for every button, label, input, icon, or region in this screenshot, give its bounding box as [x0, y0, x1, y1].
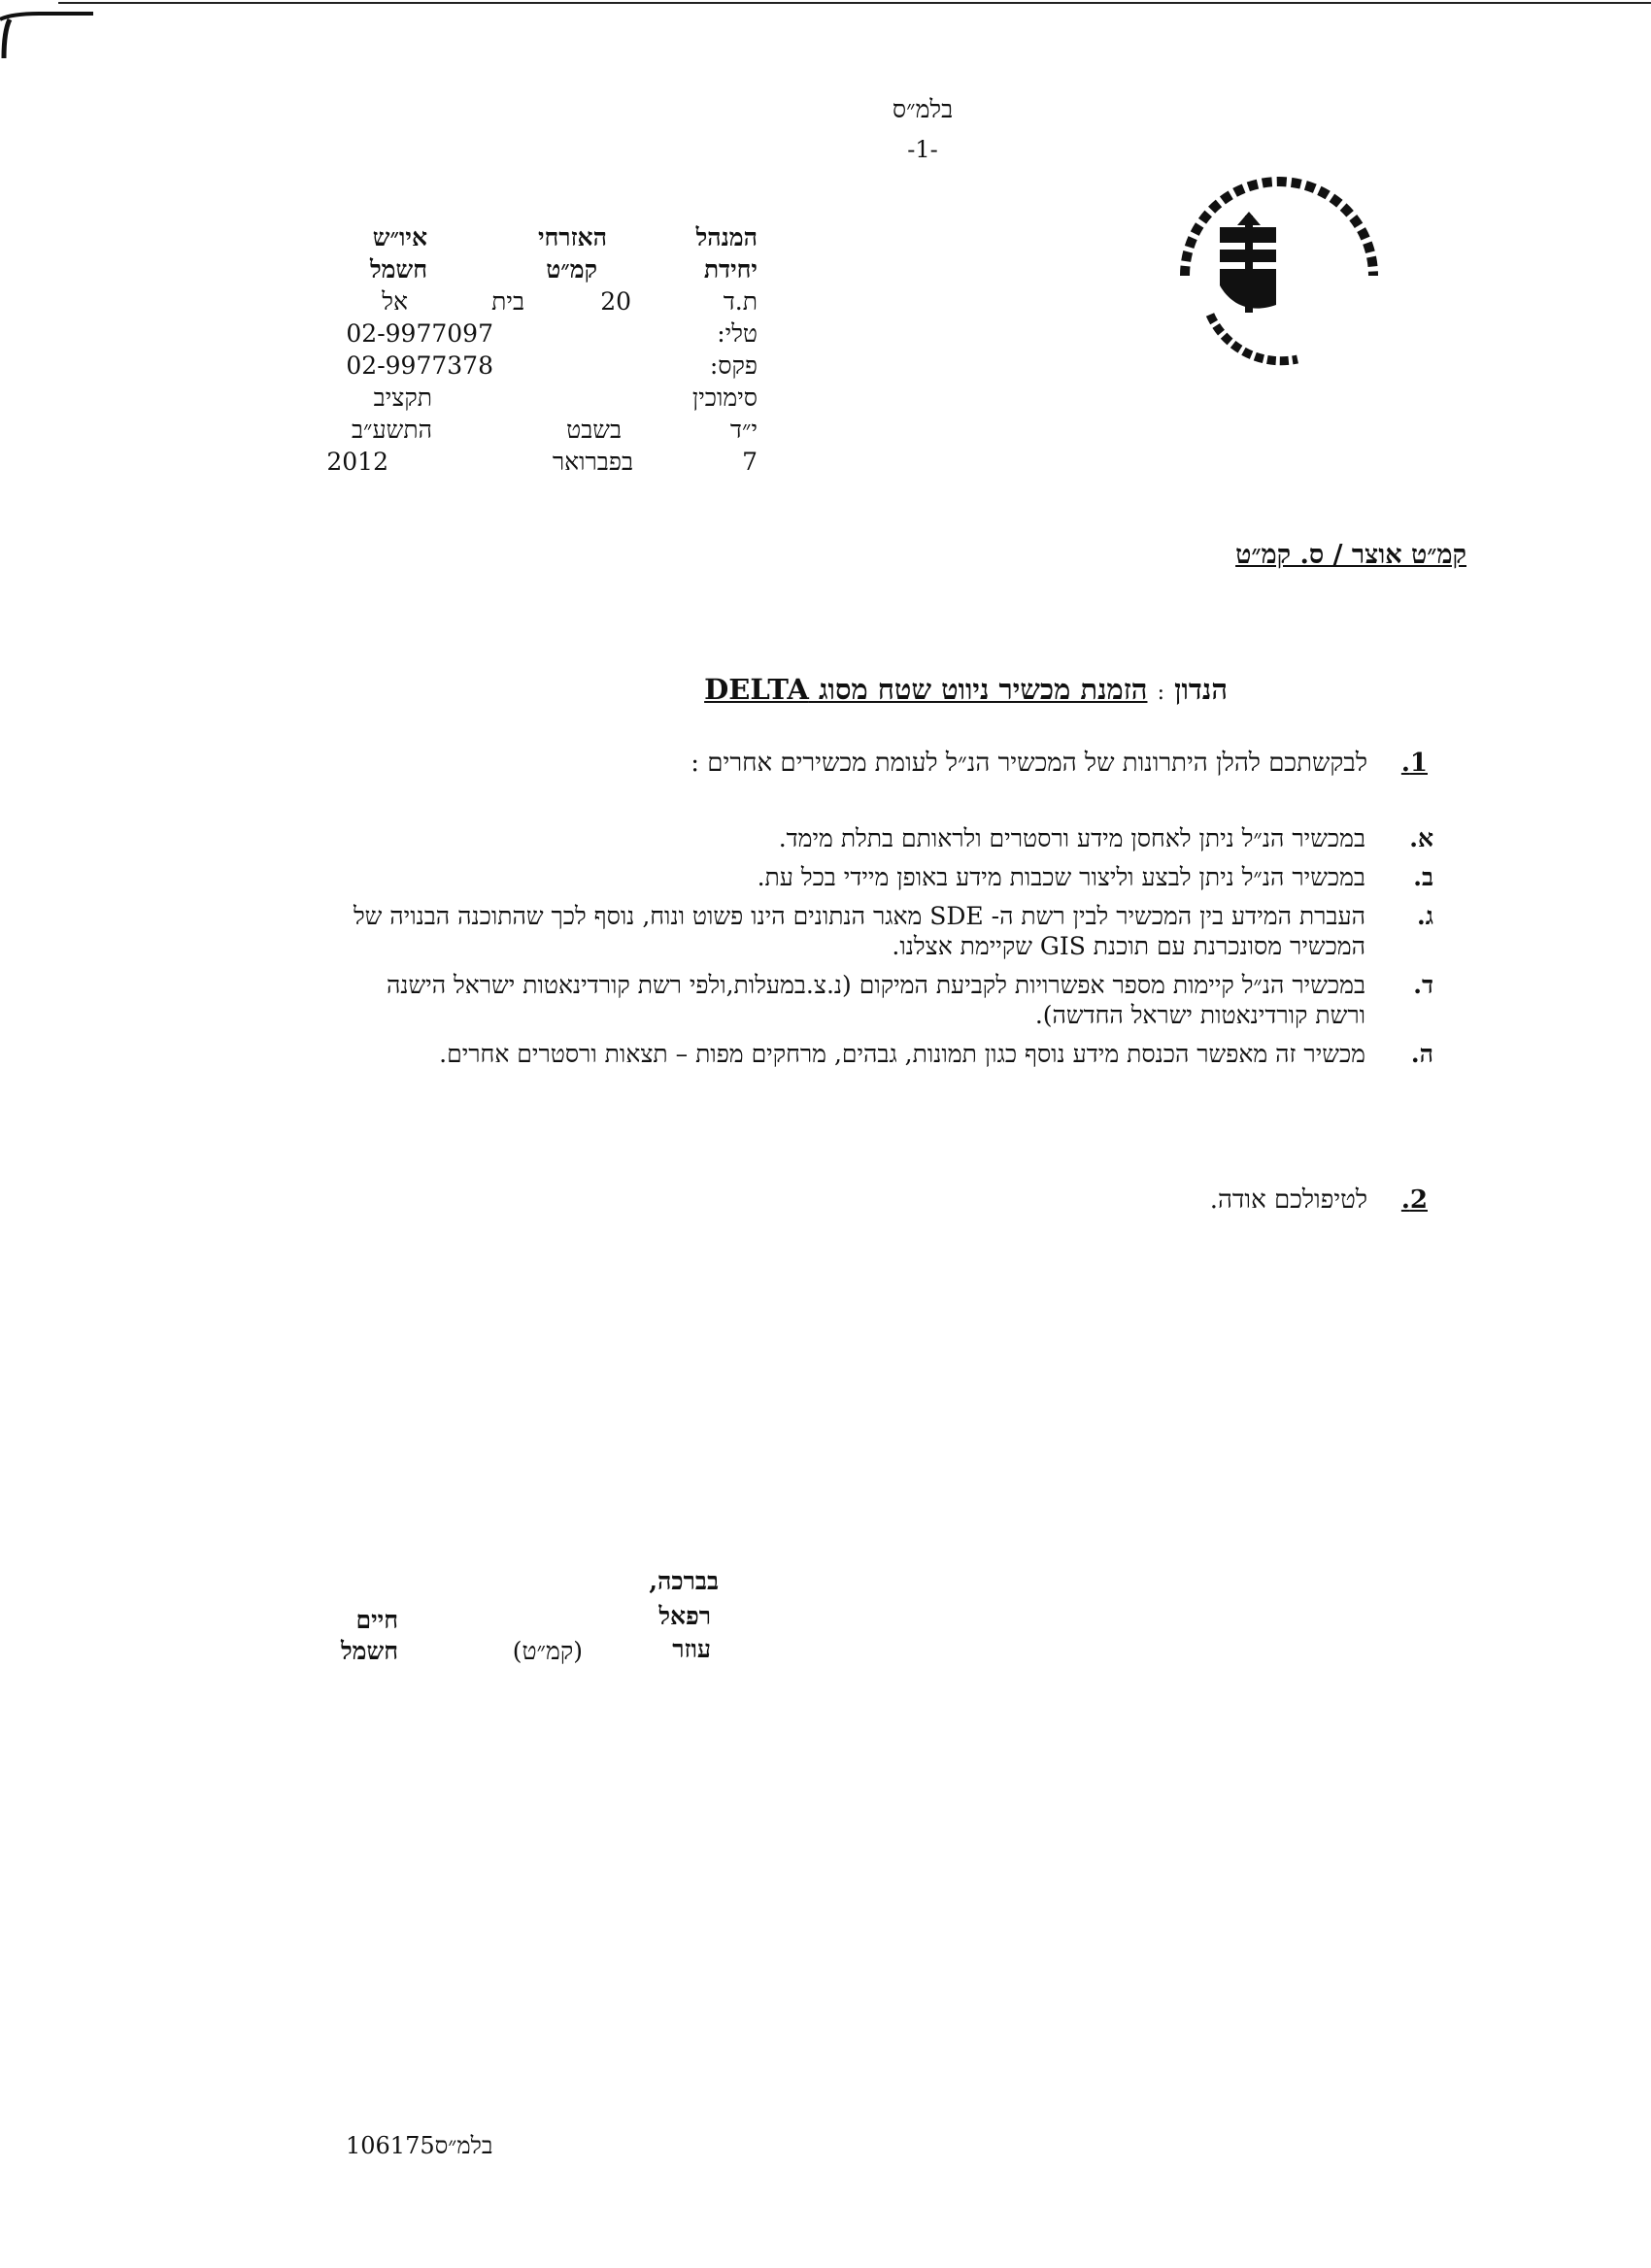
list-item-letter: ב.: [1413, 863, 1433, 891]
hebrew-date-day: י״ד: [729, 416, 758, 444]
sender-block: [326, 221, 758, 478]
scan-corner-mark: [0, 0, 93, 58]
sender-unit-3: חשמל: [369, 255, 427, 284]
hebrew-date-year: התשע״ב: [351, 416, 432, 444]
signature-unit-line-2: חשמל: [340, 1637, 398, 1665]
sender-row-gregorian-date: [326, 446, 758, 478]
sender-unit-1: יחידת: [703, 255, 758, 284]
reference-value: תקציב: [373, 384, 432, 412]
footer-classification-marking: בלמ״ס: [434, 2132, 493, 2159]
section-2: [223, 1184, 1428, 1216]
list-item: [346, 1039, 1433, 1069]
classification-marking-top: בלמ״ס: [892, 95, 954, 123]
sender-unit-2: קמ״ט: [546, 255, 597, 284]
signature-closing: בברכה,: [649, 1567, 719, 1595]
sender-row-hebrew-date: [330, 414, 758, 446]
sender-org-3: איו״ש: [372, 223, 427, 251]
address-city-2: אל: [382, 287, 408, 316]
list-item-letter: א.: [1409, 824, 1433, 852]
section-2-number: 2.: [1400, 1185, 1428, 1215]
sender-row-reference: [330, 382, 758, 414]
list-item-letter: ג.: [1417, 902, 1433, 930]
list-item-text: במכשיר הנ״ל ניתן לאחסן מידע ורסטרים ולראותם בתלת מימד.: [778, 824, 1365, 852]
gregorian-date-day: 7: [742, 448, 758, 476]
advantages-list: [346, 823, 1433, 1078]
footer-doc-id: 106175: [346, 2132, 435, 2159]
sender-row-phone: [330, 317, 758, 350]
gregorian-date-year: 2012: [326, 448, 388, 476]
po-box-label: ת.ד: [723, 287, 758, 316]
page-number: -1-: [907, 136, 938, 163]
section-1: [223, 748, 1428, 779]
sender-row-1: [330, 221, 758, 253]
sender-row-2: [330, 253, 758, 285]
subject-label: הנדון: [1174, 673, 1228, 706]
gregorian-date-month: בפברואר: [552, 448, 633, 476]
signature-first-name: רפאל: [658, 1602, 711, 1630]
list-item-letter: ה.: [1410, 1040, 1433, 1068]
subject-text: הזמנת מכשיר ניווט שטח מסוג DELTA: [704, 673, 1148, 706]
phone-label: טלי:: [717, 319, 758, 348]
list-item-text: מכשיר זה מאפשר הכנסת מידע נוסף כגון תמונות, גבהים, מרחקים מפות – תצאות ורסטרים אחרים.: [439, 1040, 1365, 1068]
list-item-letter: ד.: [1413, 971, 1433, 999]
recipient-line: קמ״ט אוצר / ס. קמ״ט: [1235, 540, 1466, 570]
section-2-text: לטיפולכם אודה.: [1209, 1185, 1367, 1215]
footer-classification: [346, 2132, 492, 2160]
section-1-number: 1.: [1400, 749, 1428, 778]
fax-number: 02-9977378: [346, 351, 493, 380]
address-city-1: בית: [491, 287, 524, 316]
list-item-text: במכשיר הנ״ל קיימות מספר אפשרויות לקביעת המיקום (נ.צ.במעלות,ולפי רשת קורדינאטות ישראל הישנה ורשת קורדינאטות ישראל החדשה).: [386, 971, 1365, 1029]
sender-org-2: האזרחי: [537, 223, 607, 251]
reference-label: סימוכין: [691, 384, 758, 412]
sender-row-address: [330, 285, 758, 317]
list-item: [346, 970, 1433, 1030]
list-item: [346, 901, 1433, 961]
signature-role: (קמ״ט): [512, 1637, 583, 1665]
signature-block: [330, 1567, 719, 1674]
subject-separator: :: [1157, 681, 1165, 705]
sender-org-1: המנהל: [695, 223, 758, 251]
list-item: [346, 862, 1433, 892]
signature-unit-line-1: חיים: [355, 1606, 398, 1634]
subject-line: [704, 673, 1228, 707]
section-1-text: לבקשתכם להלן היתרונות של המכשיר הנ״ל לעומת מכשירים אחרים :: [691, 749, 1367, 778]
list-item-text: במכשיר הנ״ל ניתן לבצע וליצור שכבות מידע באופן מיידי בכל עת.: [757, 863, 1365, 891]
phone-number: 02-9977097: [346, 319, 493, 348]
list-item: [346, 823, 1433, 853]
signature-last-name: עוזר: [672, 1635, 711, 1663]
po-box-number: 20: [600, 287, 631, 316]
fax-label: פקס:: [709, 351, 758, 380]
hebrew-date-month: בשבט: [566, 416, 622, 444]
unit-emblem-icon: [1152, 169, 1406, 377]
scan-top-rule: [58, 2, 1651, 4]
list-item-text: העברת המידע בין המכשיר לבין רשת ה- SDE מאגר הנתונים הינו פשוט ונוח, נוסף לכך שהתוכנה הבנויה של המכשיר מסונכרנת עם תוכנת GIS שקיימת אצלנו.: [353, 902, 1365, 960]
sender-row-fax: [330, 350, 758, 382]
